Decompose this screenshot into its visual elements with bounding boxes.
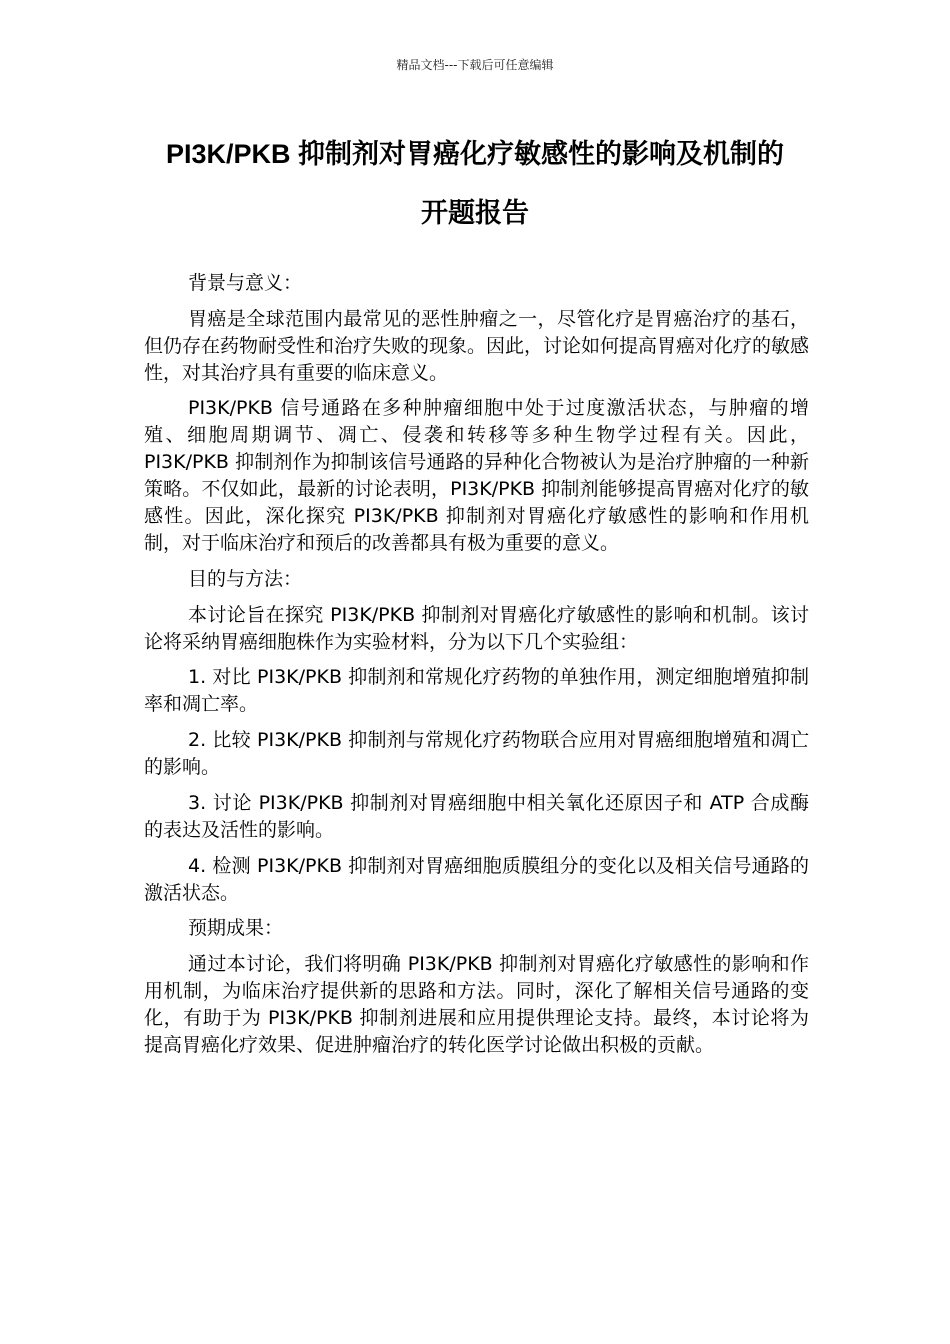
section-heading-background: 背景与意义：	[188, 272, 303, 294]
document-title-line-2: 开题报告	[421, 198, 529, 228]
page-header-note: 精品文档---下载后可任意编辑	[396, 58, 554, 72]
section-heading-outcomes: 预期成果：	[188, 917, 284, 940]
section-heading-methods: 目的与方法：	[188, 568, 303, 591]
list-item-experiment-2: 2. 比较 PI3K/PKB 抑制剂与常规化疗药物联合应用对胃癌细胞增殖和凋亡的影响。	[144, 729, 809, 779]
document-body	[144, 270, 809, 1068]
paragraph-background-2: PI3K/PKB 信号通路在多种肿瘤细胞中处于过度激活状态，与肿瘤的增殖、细胞周期调节、凋亡、侵袭和转移等多种生物学过程有关。因此，PI3K/PKB 抑制剂作为抑制该信号通路的异种化合物被认为是治疗肿瘤的一种新策略。不仅如此，最新的讨论表明，PI3K/PKB 抑制剂能够提高胃癌对化疗的敏感性。因此，深化探究 PI3K/PKB 抑制剂对胃癌化疗敏感性的影响和作用机制，对于临床治疗和预后的改善都具有极为重要的意义。	[144, 397, 809, 555]
document-title-line-1: PI3K/PKB 抑制剂对胃癌化疗敏感性的影响及机制的	[165, 139, 785, 169]
list-item-experiment-3: 3. 讨论 PI3K/PKB 抑制剂对胃癌细胞中相关氧化还原因子和 ATP 合成酶的表达及活性的影响。	[144, 791, 809, 841]
paragraph-methods-intro: 本讨论旨在探究 PI3K/PKB 抑制剂对胃癌化疗敏感性的影响和机制。该讨论将采纳胃癌细胞株作为实验材料，分为以下几个实验组：	[144, 603, 809, 653]
list-item-experiment-4: 4. 检测 PI3K/PKB 抑制剂对胃癌细胞质膜组分的变化以及相关信号通路的激活状态。	[144, 854, 809, 904]
list-item-experiment-1: 1. 对比 PI3K/PKB 抑制剂和常规化疗药物的单独作用，测定细胞增殖抑制率和凋亡率。	[144, 666, 809, 716]
paragraph-outcomes: 通过本讨论，我们将明确 PI3K/PKB 抑制剂对胃癌化疗敏感性的影响和作用机制，为临床治疗提供新的思路和方法。同时，深化了解相关信号通路的变化，有助于为 PI3K/PKB 抑制剂进展和应用提供理论支持。最终，本讨论将为提高胃癌化疗效果、促进肿瘤治疗的转化医学讨论做出积极的贡献。	[144, 952, 809, 1056]
paragraph-background-1: 胃癌是全球范围内最常见的恶性肿瘤之一，尽管化疗是胃癌治疗的基石，但仍存在药物耐受性和治疗失败的现象。因此，讨论如何提高胃癌对化疗的敏感性，对其治疗具有重要的临床意义。	[144, 307, 810, 384]
